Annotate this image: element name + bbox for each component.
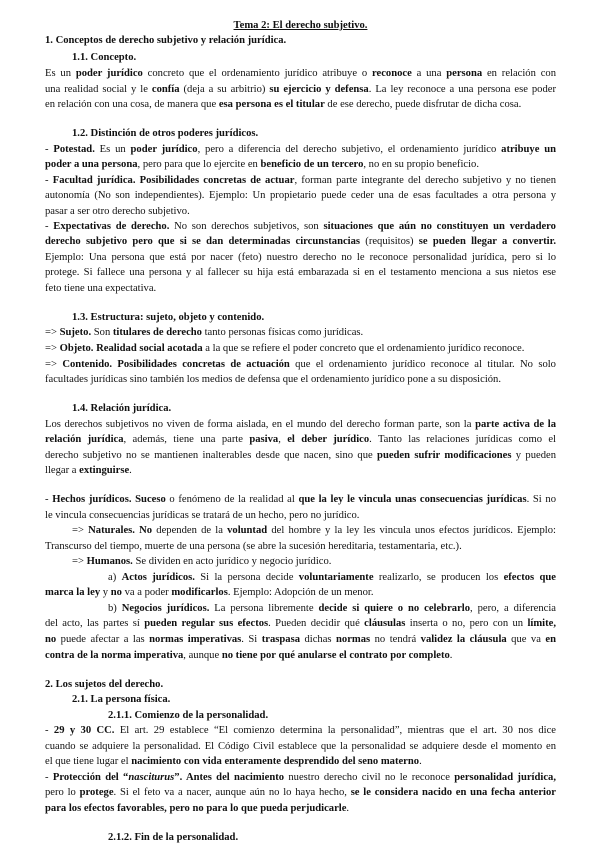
text-line: Los derechos subjetivos no viven de forma aislada, en el mundo del derecho forman parte, son la parte activa de la — [45, 419, 556, 430]
text-line: a) Actos jurídicos. Si la persona decide voluntariamente realizarlo, se producen los efectos que — [108, 572, 556, 583]
text-line: cuando se adquiere la personalidad. El Código Civil establece que la personalidad se adquiere desde el momento en — [45, 741, 556, 752]
text-line: Es un poder jurídico concreto que el ordenamiento jurídico atribuye o reconoce a una persona en relación con — [45, 68, 557, 79]
text-line: => Contenido. Posibilidades concretas de actuación que el ordenamiento jurídico reconoce al titular. No solo — [45, 359, 556, 370]
text-line: derecho subjetivo pero que si se dan determinadas circunstancias (requisitos) se pueden llegar a convertir. — [45, 236, 556, 247]
text-line: protege. Si fallece una persona y al fallecer su hija está embarazada si en el testamento menciona a sus nietos ese — [45, 267, 556, 278]
text-line: Transcurso del tiempo, muerte de una persona (se abre la sucesión hereditaria, testamentaria, etc.). — [45, 541, 462, 552]
text-line: pero lo protege. Si el feto va a nacer, aunque aún no lo haya hecho, se le considera nacido en una fecha anterior — [45, 787, 556, 798]
text-line: el que tiene lugar el nacimiento con vida enteramente desprendido del seno materno. — [45, 756, 422, 767]
text-line: llegar a extinguirse. — [45, 465, 132, 476]
text-line: feto tiene una expectativa. — [45, 283, 157, 294]
text-line: marca la ley y no va a poder modificarlos. Ejemplo: Adopción de un menor. — [45, 587, 374, 598]
text-line: => Objeto. Realidad social acotada a la que se refiere el poder concreto que el ordenamiento jurídico reconoce. — [45, 343, 525, 354]
text-line: autonomía (No son independientes). Ejemplo: Un propietario puede ceder una de esas facultades a otra persona y — [45, 190, 556, 201]
text-line: poder a una persona, pero para que lo ejercite en beneficio de un tercero, no en su propio beneficio. — [45, 159, 479, 170]
text-line: no puede afectar a las normas imperativas. Si traspasa dichas normas no tendrá validez la cláusula que va en — [45, 634, 556, 645]
text-line: en relación con una cosa, de manera que esa persona es el titular de ese derecho, puede disfrutar de dicha cosa. — [45, 99, 522, 110]
text-line: pasar a ser otro derecho subjetivo. — [45, 206, 190, 217]
text-line: relación jurídica, además, tiene una parte pasiva, el deber jurídico. Tanto las relaciones jurídicas como el — [45, 434, 556, 445]
text-line: derecho subjetivo no se mantienen inalterables desde que nacen, sino que pueden sufrir modificaciones y pueden — [45, 450, 556, 461]
text-line: contra de la norma imperativa, aunque no tiene por qué anularse el contrato por completo. — [45, 650, 453, 661]
text-line: le vincula consecuencias jurídicas se tratará de un hecho, pero no jurídico. — [45, 510, 360, 521]
section-heading: 2. Los sujetos del derecho. — [45, 679, 164, 690]
text-line: => Naturales. No dependen de la voluntad del hombre y la ley les vincula unos efectos jurídicos. Ejemplo: — [72, 525, 556, 536]
text-line: - Facultad jurídica. Posibilidades concretas de actuar, forman parte integrante del derecho subjetivo y no tienen — [45, 175, 556, 186]
text-line: - Potestad. Es un poder jurídico, pero a diferencia del derecho subjetivo, el ordenamiento jurídico atribuye un — [45, 144, 557, 155]
page-title: Tema 2: El derecho subjetivo. — [233, 20, 368, 31]
text-line: => Humanos. Se dividen en acto jurídico y negocio jurídico. — [72, 556, 332, 567]
text-line: - Hechos jurídicos. Suceso o fenómeno de la realidad al que la ley le vincula unas consecuencias jurídicas. Si no — [45, 494, 556, 505]
text-line: - Expectativas de derecho. No son derechos subjetivos, son situaciones que aún no constituyen un verdadero — [45, 221, 556, 232]
text-line: para los efectos favorables, pero no para lo que pueda perjudicarle. — [45, 803, 350, 814]
text-line: Ejemplo: Una persona que está por nacer (feto) nuestro derecho no le reconoce personalidad jurídica, pero si lo — [45, 252, 556, 263]
text-line: del acto, las partes sí pueden regular sus efectos. Pueden decidir qué cláusulas inserta o no, pero con un límite, — [45, 618, 556, 629]
section-heading: 1. Conceptos de derecho subjetivo y relación jurídica. — [45, 35, 287, 46]
text-line: => Sujeto. Son titulares de derecho tanto personas físicas como jurídicas. — [45, 327, 364, 338]
text-line: - 29 y 30 CC. El art. 29 establece “El comienzo determina la personalidad”, mientras que el art. 30 nos dice — [45, 725, 556, 736]
section-heading: 1.1. Concepto. — [72, 52, 137, 63]
section-heading: 2.1.2. Fin de la personalidad. — [108, 832, 239, 843]
section-heading: 2.1. La persona física. — [72, 694, 171, 705]
text-line: facultades jurídicas sino también los medios de defensa que el ordenamiento jurídico pone a su disposición. — [45, 374, 502, 385]
text-line: una realidad social y le confía (deja a su arbitrio) su ejercicio y defensa. La ley reconoce a una persona ese poder — [45, 84, 556, 95]
section-heading: 1.3. Estructura: sujeto, objeto y contenido. — [72, 312, 265, 323]
text-line: b) Negocios jurídicos. La persona libremente decide si quiere o no celebrarlo, pero, a diferencia — [108, 603, 556, 614]
section-heading: 1.2. Distinción de otros poderes jurídicos. — [72, 128, 259, 139]
text-line: - Protección del “nasciturus”. Antes del nacimiento nuestro derecho civil no le reconoce personalidad jurídica, — [45, 772, 556, 783]
section-heading: 1.4. Relación jurídica. — [72, 403, 172, 414]
section-heading: 2.1.1. Comienzo de la personalidad. — [108, 710, 269, 721]
